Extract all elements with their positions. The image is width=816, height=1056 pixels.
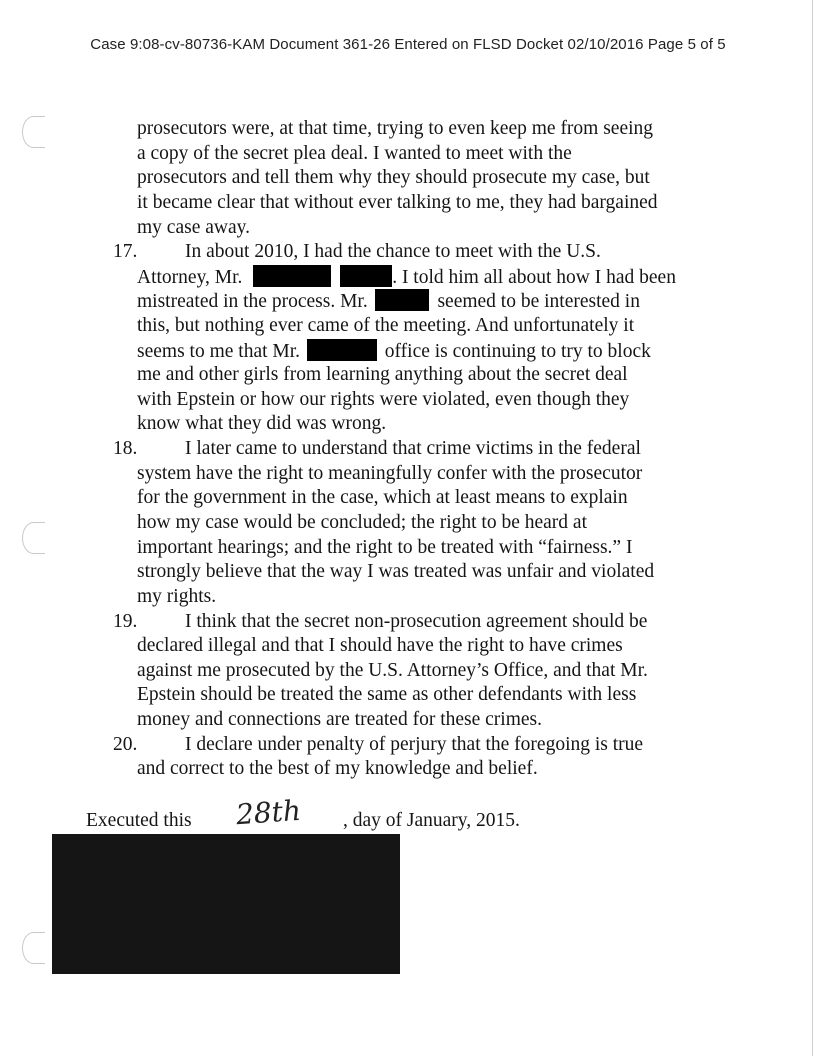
redaction-box	[253, 265, 331, 287]
redaction-box	[307, 339, 377, 361]
body-line: a copy of the secret plea deal. I wanted to meet with the	[137, 143, 572, 164]
body-text: seemed to be interested in	[437, 291, 640, 312]
body-line: it became clear that without ever talking to me, they had bargained	[137, 192, 658, 213]
body-text: Attorney, Mr.	[137, 267, 243, 288]
body-line: this, but nothing ever came of the meeting. And unfortunately it	[137, 315, 635, 336]
body-line: I later came to understand that crime victims in the federal	[185, 438, 641, 459]
redaction-box	[340, 265, 392, 287]
case-header: Case 9:08-cv-80736-KAM Document 361-26 Entered on FLSD Docket 02/10/2016 Page 5 of 5	[90, 36, 726, 53]
body-line-with-redaction	[137, 339, 651, 364]
body-line-with-redaction	[137, 289, 640, 314]
body-line-with-redaction	[137, 265, 676, 290]
body-text: seems to me that Mr.	[137, 341, 301, 362]
body-line: me and other girls from learning anything about the secret deal	[137, 364, 628, 385]
body-line: important hearings; and the right to be treated with “fairness.” I	[137, 537, 633, 558]
paragraph-number: 20.	[113, 734, 138, 755]
body-line: I declare under penalty of perjury that the foregoing is true	[185, 734, 644, 755]
paragraph-number: 17.	[113, 241, 138, 262]
body-line: prosecutors and tell them why they should prosecute my case, but	[137, 167, 650, 188]
body-line: and correct to the best of my knowledge and belief.	[137, 758, 538, 779]
paragraph-number: 19.	[113, 611, 138, 632]
body-line: prosecutors were, at that time, trying to even keep me from seeing	[137, 118, 654, 139]
handwritten-day: 28th	[234, 793, 302, 832]
body-line: In about 2010, I had the chance to meet with the U.S.	[185, 241, 601, 262]
body-text: mistreated in the process. Mr.	[137, 291, 368, 312]
body-text: office is continuing to try to block	[384, 341, 651, 362]
body-line: my rights.	[137, 586, 217, 607]
body-line: system have the right to meaningfully confer with the prosecutor	[137, 463, 643, 484]
body-line: for the government in the case, which at least means to explain	[137, 487, 628, 508]
body-line: with Epstein or how our rights were violated, even though they	[137, 389, 630, 410]
redacted-signature-block	[52, 834, 400, 974]
body-line: know what they did was wrong.	[137, 413, 387, 434]
body-line: I think that the secret non-prosecution agreement should be	[185, 611, 648, 632]
body-line: strongly believe that the way I was treated was unfair and violated	[137, 561, 655, 582]
body-line: against me prosecuted by the U.S. Attorney’s Office, and that Mr.	[137, 660, 648, 681]
body-line: how my case would be concluded; the right to be heard at	[137, 512, 587, 533]
body-line: Epstein should be treated the same as other defendants with less	[137, 684, 637, 705]
executed-date-text: , day of January, 2015.	[343, 810, 520, 831]
punch-hole-mark	[22, 932, 45, 964]
body-line: declared illegal and that I should have the right to have crimes	[137, 635, 623, 656]
body-line: my case away.	[137, 217, 250, 238]
punch-hole-mark	[22, 116, 45, 148]
body-line: money and connections are treated for these crimes.	[137, 709, 542, 730]
redaction-box	[375, 289, 429, 311]
executed-label: Executed this	[86, 810, 192, 831]
punch-hole-mark	[22, 522, 45, 554]
page-edge	[812, 0, 813, 1056]
paragraph-number: 18.	[113, 438, 138, 459]
body-text: . I told him all about how I had been	[392, 267, 676, 288]
